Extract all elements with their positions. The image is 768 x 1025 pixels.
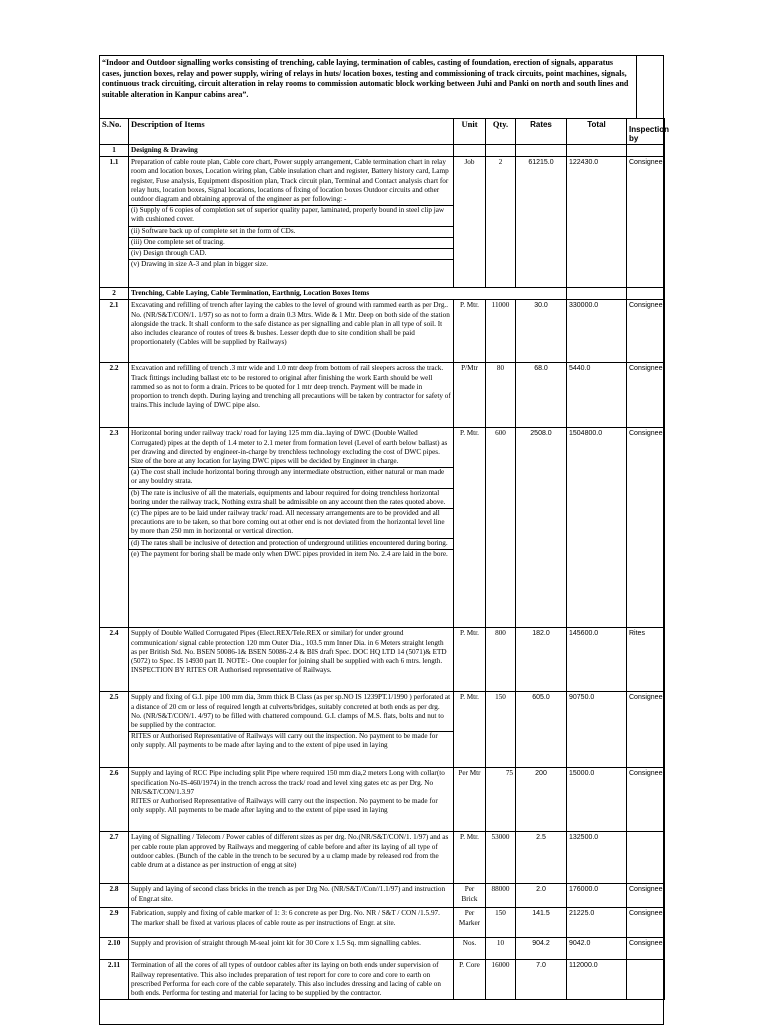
- item-description: Excavation and refilling of trench .3 mtr wide and 1.0 mtr deep from bottom of rail sleepers across the track. Track fittings including ballast etc to be restored to original after finishing the work Earth should be well rammed so as not to form a drain. Prices to be quoted for 1 mtr deep trench. Payment will be made in proportion to trench depth. During laying and trenching all precautions will be taken by contractor for safety of trains.This include laying of DWC pipe also.: [129, 363, 454, 428]
- table-row: [100, 960, 665, 1000]
- item-rate: 61215.0: [516, 157, 567, 288]
- item-description: Termination of all the cores of all types of outdoor cables after its laying on both ends under supervision of Railway representative. This also includes preparation of test report for core to core and core to earth on prescribed Performa for each core of the cable separately. This also includes dressing and lacing of cable on both ends. Performa for testing and material for lacing to be supplied by the contractor.: [129, 960, 454, 1000]
- sub-clause: (d) The rates shall be inclusive of detection and protection of underground utilities encountered during boring.: [129, 538, 453, 548]
- item-number: 2.9: [100, 908, 129, 938]
- item-unit: Job: [454, 157, 486, 288]
- item-qty: 53000: [486, 832, 516, 884]
- item-number: 2.7: [100, 832, 129, 884]
- item-description: [129, 157, 454, 288]
- item-inspection: Consignee: [627, 157, 665, 288]
- item-description: Supply and provision of straight through M-seal joint kit for 30 Core x 1.5 Sq. mm signalling cables.: [129, 938, 454, 960]
- item-rate: 68.0: [516, 363, 567, 428]
- header-rates: Rates: [516, 119, 567, 145]
- item-unit: P. Core: [454, 960, 486, 1000]
- item-number: 2.1: [100, 300, 129, 363]
- item-qty: 10: [486, 938, 516, 960]
- section-row: [100, 288, 665, 300]
- item-rate: 182.0: [516, 628, 567, 692]
- section-title: Trenching, Cable Laying, Cable Termination, Earthnig, Location Boxes Items: [129, 288, 567, 300]
- item-total: 90750.0: [567, 692, 627, 768]
- item-inspection: [627, 960, 665, 1000]
- header-description: Description of Items: [129, 119, 454, 145]
- item-total: 1504800.0: [567, 428, 627, 628]
- item-rate: 2.0: [516, 884, 567, 908]
- item-total: 5440.0: [567, 363, 627, 428]
- table-row: [100, 363, 665, 428]
- table-row: [100, 300, 665, 363]
- item-description: [129, 692, 454, 768]
- item-qty: 600: [486, 428, 516, 628]
- item-description: Supply and laying of RCC Pipe including split Pipe where required 150 mm dia,2 meters Long with collar(to specification No-IS-460/1974) in the trench across the track/ road and level xing gates etc as per Drg. No NR/S&T/CON/1.3.97 RITES or Authorised Representative of Railways will carry out the inspection. No payment to be made for only supply. All payments to be made after laying and to the extent of pipe used in laying: [129, 768, 454, 832]
- item-qty: 800: [486, 628, 516, 692]
- item-qty: 2: [486, 157, 516, 288]
- item-inspection: Consignee: [627, 363, 665, 428]
- sub-clause: (c) The pipes are to be laid under railway track/ road. All necessary arrangements are to be provided and all precautions are to be taken, so that bore coming out at other end is not deviated from the horizontal level line by more than 250 mm in horizontal or vertical direction.: [129, 508, 453, 537]
- item-inspection: Consignee: [627, 768, 665, 832]
- table-header-row: [100, 119, 665, 145]
- item-total: 330000.0: [567, 300, 627, 363]
- item-description: [129, 428, 454, 628]
- item-total: 122430.0: [567, 157, 627, 288]
- item-inspection: Consignee: [627, 428, 665, 628]
- item-description-text: Supply and fixing of G.I. pipe 100 mm dia, 3mm thick B Class (as per sp.NO IS 1239PT.1/1990 ) perforated at a distance of 20 cm or less of required length at culverts/bridges, suitably concreted at both ends as per drg. No. (NR/S&T/CON/1. 4/97) to be filled with chattered compound. G.I. clamps of M.S. flats, bolts and nut to be supplied by the contractor.: [131, 693, 451, 730]
- item-total: 132500.0: [567, 832, 627, 884]
- item-description: Supply and laying of second class bricks in the trench as per Drg No. (NR/S&T//Con//1.1/97) and instruction of Engr.at site.: [129, 884, 454, 908]
- item-rate: 605.0: [516, 692, 567, 768]
- item-number: 2.4: [100, 628, 129, 692]
- item-unit: P. Mtr.: [454, 832, 486, 884]
- item-qty: 88000: [486, 884, 516, 908]
- table-row: [100, 938, 665, 960]
- item-unit: P. Mtr.: [454, 692, 486, 768]
- item-number: 2.3: [100, 428, 129, 628]
- item-unit: Nos.: [454, 938, 486, 960]
- header-inspection: Inspection by: [627, 119, 665, 145]
- item-inspection: Consignee: [627, 300, 665, 363]
- item-description-text: Preparation of cable route plan, Cable core chart, Power supply arrangement, Cable termination chart in relay room and location boxes, Location wiring plan, Cable insulation chart and register, Battery history card, Lamp register, Fuse analysis, Equipment disposition plan, Track circuit plan, Terminal and Contact analysis chart for relay huts, location boxes, Signal locations, locations of fixing of location boxes Outdoor circuits and other outdoor diagram and obtaining approval of the engineer as per following: -: [131, 158, 449, 204]
- item-inspection: Consignee: [627, 908, 665, 938]
- item-number: 1.1: [100, 157, 129, 288]
- item-description: Laying of Signalling / Telecom / Power cables of different sizes as per drg. No.(NR/S&T/CON/1. 1/97) and as per cable route plan approved by Railways and meggering of cable before and after its laying of all type of outdoor cables. (Bunch of the cable in the trench to be secured by a u clamp made by released rod from the cable drum at a distance as per instruction of engg at site): [129, 832, 454, 884]
- table-row: [100, 884, 665, 908]
- item-description-text: Horizontal boring under railway track/ road for laying 125 mm dia..laying of DWC (Double Walled Corrugated) pipes at the depth of 1.4 meter to 2.1 meter from formation level (Level of earth below ballast) as per drawing and directed by engineer-in-charge by trenchless technology excluding the cost of DWC pipes. Size of the bore at any location for laying DWC pipes will be decided by Engineer in charge.: [131, 429, 448, 466]
- sub-clause: (e) The payment for boring shall be made only when DWC pipes provided in item No. 2.4 are laid in the bore.: [129, 549, 453, 559]
- item-number: 2.6: [100, 768, 129, 832]
- item-inspection: [627, 832, 665, 884]
- table-row: [100, 428, 665, 628]
- item-rate: 7.0: [516, 960, 567, 1000]
- item-qty: 75: [486, 768, 516, 832]
- sub-clause: (ii) Software back up of complete set in the form of CDs.: [129, 226, 453, 236]
- item-description: Supply of Double Walled Corrugated Pipes (Elect.REX/Tele.REX or similar) for under ground communication/ signal cable protection 120 mm Outer Dia., 103.5 mm Inner Dia. in 6 Meters straight length as per British Std. No. BSEN 50086-1& BSEN 50086-2.4 & BIS draft Spec. DOC HQ LTD 14 (5071)& ETD (5072) to Spec. IS 14930 part II. NOTE:- One coupler for joining shall be supplied with each 6 mtrs. length. INSPECTION BY RITES OR Authorised representative of Railways.: [129, 628, 454, 692]
- sub-clause: RITES or Authorised Representative of Railways will carry out the inspection. No payment to be made for only supply. All payments to be made after laying and to the extent of pipe used in laying: [129, 731, 453, 750]
- item-qty: 150: [486, 692, 516, 768]
- item-unit: Per Brick: [454, 884, 486, 908]
- item-inspection: Consignee: [627, 884, 665, 908]
- item-total: 15000.0: [567, 768, 627, 832]
- header-sno: S.No.: [100, 119, 129, 145]
- items-table: [99, 118, 670, 1000]
- section-row: [100, 145, 665, 157]
- section-number: 2: [100, 288, 129, 300]
- item-qty: 11000: [486, 300, 516, 363]
- item-qty: 150: [486, 908, 516, 938]
- item-inspection: Rites: [627, 628, 665, 692]
- table-row: [100, 768, 665, 832]
- sub-clause: (a) The cost shall include horizontal boring through any intermediate obstruction, either natural or man made or any bouldry strata.: [129, 467, 453, 486]
- item-total: 112000.0: [567, 960, 627, 1000]
- item-inspection: Consignee: [627, 692, 665, 768]
- section-title: Designing & Drawing: [129, 145, 454, 157]
- item-qty: 16000: [486, 960, 516, 1000]
- item-rate: 200: [516, 768, 567, 832]
- sub-clause: (i) Supply of 6 copies of completion set of superior quality paper, laminated, properly bound in steel clip jaw with cushioned cover.: [129, 205, 453, 224]
- item-total: 9042.0: [567, 938, 627, 960]
- item-total: 21225.0: [567, 908, 627, 938]
- sub-clause: (b) The rate is inclusive of all the materials, equipments and labour required for doing trenchless horizontal boring under the railway track, Nothing extra shall be admissible on any account then the rates quoted above.: [129, 488, 453, 507]
- item-number: 2.11: [100, 960, 129, 1000]
- item-description: Excavating and refilling of trench after laying the cables to the level of ground with rammed earth as per Drg.. No. (NR/S&T/CON/1. 1/97) so as not to form a drain 0.3 Mtrs. Wide & 1 Mtr. Deep on both side of the station alongside the track. It shall conform to the safe distance as per signalling and cable plan in all type of soil. It also includes clearance of routes of trees & bushes. Lesser depth due to site condition shall be paid proportionately (Cables will be supplied by Railways): [129, 300, 454, 363]
- item-unit: P/Mtr: [454, 363, 486, 428]
- table-row: [100, 832, 665, 884]
- item-total: 176000.0: [567, 884, 627, 908]
- work-description: “Indoor and Outdoor signalling works consisting of trenching, cable laying, termination of cables, casting of foundation, erection of signals, apparatus cases, junction boxes, relay and power supply, wiring of relays in huts/ location boxes, testing and commissioning of track circuits, point machines, signals, continuous track circuiting, circuit alteration in relay rooms to commission automatic block working between Juhi and Panki on north and south lines and suitable alteration in Kanpur cabins area”.: [102, 58, 629, 99]
- item-description: Fabrication, supply and fixing of cable marker of 1: 3: 6 concrete as per Drg. No. NR / S&T / CON /1.5.97. The marker shall be fixed at various places of cable route as per instructions of Engr. at site.: [129, 908, 454, 938]
- item-rate: 30.0: [516, 300, 567, 363]
- table-row: [100, 692, 665, 768]
- section-number: 1: [100, 145, 129, 157]
- sub-clause: (iii) One complete set of tracing.: [129, 237, 453, 247]
- item-unit: P. Mtr.: [454, 628, 486, 692]
- item-total: 145600.0: [567, 628, 627, 692]
- item-unit: P. Mtr.: [454, 300, 486, 363]
- header-unit: Unit: [454, 119, 486, 145]
- header-total: Total: [567, 119, 627, 145]
- table-row: [100, 908, 665, 938]
- table-row: [100, 157, 665, 288]
- sub-clause: (v) Drawing in size A-3 and plan in bigger size.: [129, 259, 453, 269]
- item-unit: Per Marker: [454, 908, 486, 938]
- item-number: 2.10: [100, 938, 129, 960]
- item-number: 2.5: [100, 692, 129, 768]
- item-number: 2.2: [100, 363, 129, 428]
- item-rate: 2508.0: [516, 428, 567, 628]
- item-unit: Per Mtr: [454, 768, 486, 832]
- sub-clause: (iv) Design through CAD.: [129, 248, 453, 258]
- item-rate: 2.5: [516, 832, 567, 884]
- item-inspection: Consignee: [627, 938, 665, 960]
- table-row: [100, 628, 665, 692]
- item-number: 2.8: [100, 884, 129, 908]
- item-unit: P. Mtr.: [454, 428, 486, 628]
- item-qty: 80: [486, 363, 516, 428]
- header-qty: Qty.: [486, 119, 516, 145]
- item-rate: 904.2: [516, 938, 567, 960]
- item-rate: 141.5: [516, 908, 567, 938]
